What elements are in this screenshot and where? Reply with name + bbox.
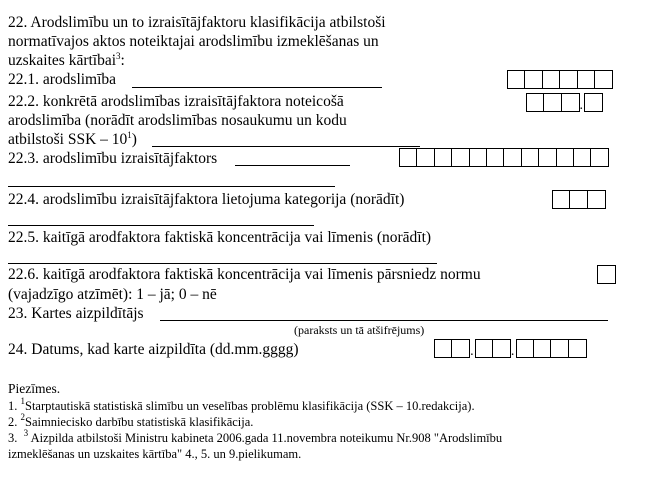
item22-line2: normatīvajos aktos noteiktajai arodslimību izmeklēšanas un xyxy=(8,33,379,50)
code-box[interactable] xyxy=(507,70,526,89)
code-box[interactable] xyxy=(486,148,505,167)
item22-2-line2: arodslimība (norādīt arodslimības nosaukumu un kodu xyxy=(8,112,347,129)
code-box[interactable] xyxy=(594,70,613,89)
code-box[interactable] xyxy=(503,148,522,167)
item22-1-label: 22.1. arodslimība xyxy=(8,71,117,88)
item22-4-input-line[interactable] xyxy=(8,225,314,226)
yes-no-box[interactable] xyxy=(597,265,616,284)
item22-line3: uzskaites kārtībai$^3$: xyxy=(8,51,125,69)
code-box[interactable] xyxy=(569,190,588,209)
item22-3-input-line[interactable] xyxy=(235,165,350,166)
day-box[interactable] xyxy=(434,339,453,358)
month-box[interactable] xyxy=(475,339,494,358)
item22-2-line1: 22.2. konkrētā arodslimības izraisītājfaktora noteicošā xyxy=(8,93,344,110)
code-box[interactable] xyxy=(399,148,418,167)
code-box[interactable] xyxy=(573,148,592,167)
code-box[interactable] xyxy=(521,148,540,167)
code-box[interactable] xyxy=(542,70,561,89)
item22-3-label: 22.3. arodslimību izraisītājfaktors xyxy=(8,150,218,167)
date-separator: . xyxy=(470,344,474,359)
item22-4-code-boxes[interactable] xyxy=(552,189,604,209)
code-box[interactable] xyxy=(552,190,571,209)
item22-3-code-boxes[interactable] xyxy=(399,147,608,167)
item22-6-line2: (vajadzīgo atzīmēt): 1 – jā; 0 – nē xyxy=(8,286,217,303)
item22-6-checkbox[interactable] xyxy=(597,264,614,284)
month-box[interactable] xyxy=(492,339,511,358)
date-separator: . xyxy=(510,344,515,359)
item22-5-input-line[interactable] xyxy=(8,263,437,264)
item22-4-label: 22.4. arodslimību izraisītājfaktora lietojuma kategorija (norādīt) xyxy=(8,191,405,208)
item24-date-boxes[interactable] xyxy=(434,338,585,358)
code-separator: . xyxy=(579,98,583,113)
notes-heading: Piezīmes. xyxy=(8,381,61,396)
item23-label: 23. Kartes aizpildītājs xyxy=(8,305,144,322)
item22-line1: 22. Arodslimību un to izraisītājfaktoru klasifikācija atbilstoši xyxy=(8,14,386,31)
code-box[interactable] xyxy=(556,148,575,167)
code-box[interactable] xyxy=(524,70,543,89)
code-box[interactable] xyxy=(416,148,435,167)
code-box[interactable] xyxy=(559,70,578,89)
year-box[interactable] xyxy=(568,339,587,358)
item22-2-line3: atbilstoši SSK – $10^1$) xyxy=(8,130,137,148)
item22-5-label: 22.5. kaitīgā arodfaktora faktiskā koncentrācija vai līmenis (norādīt) xyxy=(8,229,432,246)
code-box[interactable] xyxy=(451,148,470,167)
item22-3-input-line-2[interactable] xyxy=(8,186,335,187)
item22-1-input-line[interactable] xyxy=(132,87,382,88)
code-box[interactable] xyxy=(526,93,545,112)
year-box[interactable] xyxy=(550,339,569,358)
item22-1-code-boxes[interactable] xyxy=(507,69,611,89)
code-box[interactable] xyxy=(577,70,596,89)
note-3: 3. $^3$ Aizpilda atbilstoši Ministru kabineta 2006.gada 11.novembra noteikumu Nr.908 "Arodslimību xyxy=(8,428,503,445)
item22-2-input-line[interactable] xyxy=(152,146,420,147)
year-box[interactable] xyxy=(533,339,552,358)
item22-6-line1: 22.6. kaitīgā arodfaktora faktiskā koncentrācija vai līmenis pārsniedz normu xyxy=(8,266,481,283)
year-box[interactable] xyxy=(516,339,535,358)
code-box[interactable] xyxy=(538,148,557,167)
code-box[interactable] xyxy=(584,93,603,112)
note-2: 2. $^2$Saimniecisko darbību statistiskā klasifikācija. xyxy=(8,412,254,429)
code-box[interactable] xyxy=(543,93,562,112)
note-1: 1. $^1$Starptautiskā statistiskā slimību un veselības problēmu klasifikācija (SSK – 10.redakcija). xyxy=(8,396,475,413)
code-box[interactable] xyxy=(587,190,606,209)
day-box[interactable] xyxy=(451,339,470,358)
code-box[interactable] xyxy=(434,148,453,167)
item22-2-code-boxes[interactable] xyxy=(526,92,602,112)
code-box[interactable] xyxy=(469,148,488,167)
item23-caption: (paraksts un tā atšifrējums) xyxy=(294,323,425,337)
note-3-line2: izmeklēšanas un uzskaites kārtība" 4., 5. un 9.pielikumam. xyxy=(8,447,302,461)
code-box[interactable] xyxy=(590,148,609,167)
item24-label: 24. Datums, kad karte aizpildīta (dd.mm.gggg) xyxy=(8,341,299,358)
code-box[interactable] xyxy=(561,93,580,112)
